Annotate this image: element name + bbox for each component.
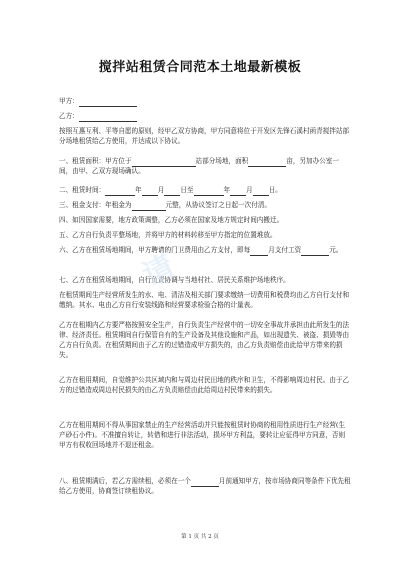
end-month-blank[interactable] [230,187,246,196]
page-footer: 第 1 页 共 2 页 [181,534,219,540]
rent-amount-blank[interactable] [132,202,166,211]
wage-amount-blank[interactable] [301,247,329,256]
party-b-line: 乙方： [59,112,351,122]
clause-5: 五、乙方自行负责平整场地，并将甲方的材料转移至甲方指定的位置堆放。 [59,231,277,239]
clause-4: 四、如因国家需要，地方政策调整，乙方必须在国家及地方规定时间内搬迁。 [59,216,284,224]
start-month-blank[interactable] [142,187,158,196]
document-title: 搅拌站租赁合同范本土地最新模板 [98,60,302,75]
party-a-blank[interactable] [79,98,137,107]
station-name-blank[interactable] [132,158,196,167]
clause-7-paragraph-2: 乙方在租期内乙方要严格按照安全生产，自行负责生产经营中的一切安全事故并承担由此所发生的法律、经济责任。租赁期间自行保管自有的生产设备及其他设施和产品，如出现遗失、被盗、损毁等由乙方自行负责。在租赁期间由于乙方的过错造成甲方损失的，由乙方负责赔偿由此给甲方带来的损失。 [59,321,350,359]
watermark-mark: 请 [137,248,181,294]
start-year-blank[interactable] [105,187,135,196]
end-day-blank[interactable] [253,187,269,196]
area-blank[interactable] [248,158,286,167]
clause-6: 六、乙方在租赁场地期间，甲方聘请的门卫费用由乙方支付，即每 月支付工资 元。 [59,246,343,254]
clause-7-heading: 七、乙方在租赁场地期间，自行负责协调与当地村社、居民关系维护场地秩序。 [59,276,290,284]
pay-month-blank[interactable] [250,247,268,256]
party-a-line: 甲方： [59,97,351,107]
clause-3: 三、租金支付：年租金为 元整，从协议签订之日起一次付清。 [59,201,272,209]
clause-7-paragraph-4: 乙方在租用期间不得从事国家禁止的生产经营活动并只能按租赁时协商的租用性质进行生产经营(生产砂石小件)。不准擅自转让，转借和进行非法活动，损坏甲方利益，要转让应征得甲方同意，否则甲方有权收回场地并不退还租金。 [59,421,346,449]
end-year-blank[interactable] [194,187,224,196]
clause-2: 二、租赁时间： 年 月 日至 年 月 日。 [59,186,282,194]
clause-8: 八、租赁期满后，若乙方需续租，必须在一个 月前通知甲方，按市场协商同等条件下优先租给乙方使用，协商签订续租协议。 [59,477,351,495]
clause-7-paragraph-3: 乙方在租用期间，自觉维护公共区域内和与周边村民田地的秩序和卫生，不得影响周边村民。由于乙方的过错造成周边村民损失的由乙方负责赔偿由此给周边村民带来的损失。 [59,376,350,394]
party-b-blank[interactable] [79,113,137,122]
start-day-blank[interactable] [164,187,180,196]
intro-paragraph: 按照互惠互利、平等自愿的原则，经甲乙双方协商，甲方同意将位于开发区先锋石溪村函青搅拌站部分场地租赁给乙方使用，并达成以下协议。 [59,127,350,145]
notice-months-blank[interactable] [191,478,219,487]
clause-7-paragraph-1: 在租赁期间生产经营所发生的水、电、清洁及相关部门要求缴纳一切费用和税费均由乙方自行支付和缴纳。其水、电由乙方自行安装线路和经营要求检验合格的计量表。 [59,291,350,309]
clause-1: 一、租赁面积：甲方位于 站部分场地，面积 亩，另加办公室一间，由甲、乙双方现场确认。 [59,157,340,175]
